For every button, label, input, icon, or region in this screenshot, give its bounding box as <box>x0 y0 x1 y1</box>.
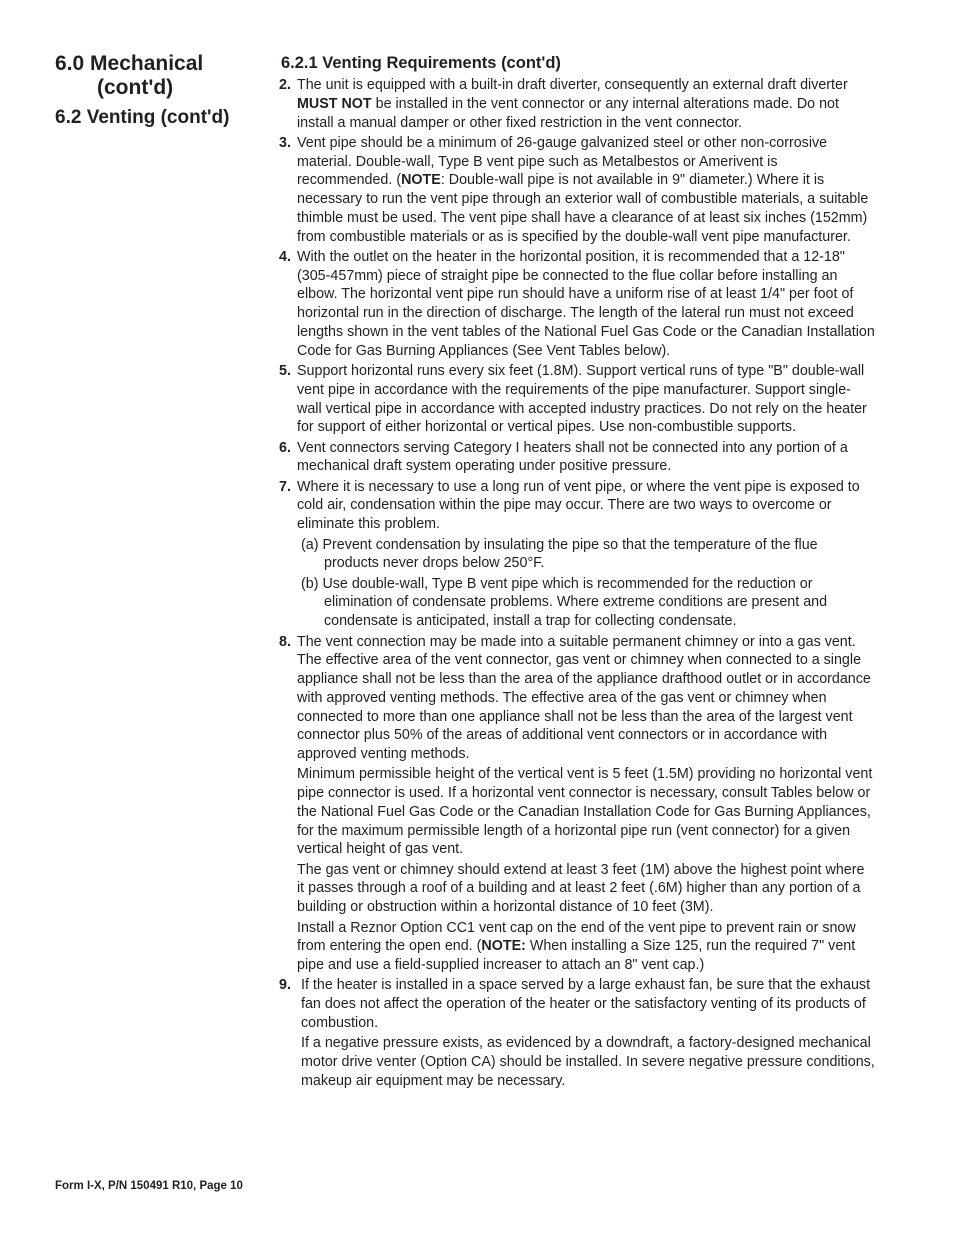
item-number: 6. <box>279 439 291 456</box>
sub-item-a: (a) Prevent condensation by insulating the pipe so that the temperature of the flue products never drops below 250°F. <box>301 536 818 572</box>
item-text: The vent connection may be made into a suitable permanent chimney or into a gas vent. The effective area of the vent connector, gas vent or chimney when connected to a single appliance shall not be less than the area of the appliance drafthood outlet or in accordance with approved venting methods. The effective area of the gas vent or chimney when connected to more than one appliance shall not be less than the area of the largest vent connector plus 50% of the areas of additional vent connectors or in accordance with approved venting methods. <box>297 633 871 762</box>
list-item-8 <box>279 633 875 975</box>
section-heading-block <box>55 52 265 129</box>
item-text: Where it is necessary to use a long run of vent pipe, or where the vent pipe is exposed to cold air, condensation within the pipe may occur. There are two ways to overcome or eliminate this problem. <box>297 478 860 533</box>
item-text: When installing a Size 125, run the required 7" vent pipe and use a field-supplied increaser to attach an 8" vent cap.) <box>297 938 856 974</box>
content-column <box>279 53 875 1092</box>
venting-requirements-heading: 6.2.1 Venting Requirements (cont'd) <box>281 54 561 72</box>
item-number: 5. <box>279 363 291 380</box>
item-paragraph: If a negative pressure exists, as evidenced by a downdraft, a factory-designed mechanical motor drive venter (Option CA) should be installed. In severe negative pressure conditions, makeup air equipment may be necessary. <box>301 1035 875 1089</box>
item-number: 4. <box>279 248 291 265</box>
item-text: The unit is equipped with a built-in draft diverter, consequently an external draft diverter <box>297 77 848 93</box>
item-paragraph: Minimum permissible height of the vertical vent is 5 feet (1.5M) providing no horizontal vent pipe connector is used. If a horizontal vent connector is necessary, consult Tables below or the National Fuel Gas Code or the Canadian Installation Code for Gas Burning Appliances, for the maximum permissible length of a horizontal pipe run (vent connector) for a given vertical height of gas vent. <box>297 766 873 858</box>
section-title-line2: (cont'd) <box>97 76 174 99</box>
item-text: be installed in the vent connector or any internal alterations made. Do not install a manual damper or other fixed restriction in the vent connector. <box>297 95 839 131</box>
page-footer: Form I-X, P/N 150491 R10, Page 10 <box>55 1180 243 1192</box>
item-text: Vent pipe should be a minimum of 26-gauge galvanized steel or other non-corrosive material. Double-wall, Type B vent pipe such as Metalbestos or Amerivent is recommended. ( <box>297 134 828 189</box>
item-text: With the outlet on the heater in the horizontal position, it is recommended that a 12-18" (305-457mm) piece of straight pipe be connected to the flue collar before installing an elbow. The horizontal vent pipe run should have a uniform rise of at least 1/4" per foot of horizontal run in the direction of discharge. The length of the lateral run must not exceed lengths shown in the vent tables of the National Fuel Gas Code or the Canadian Installation Code for Gas Burning Appliances (See Vent Tables below). <box>297 248 875 359</box>
item-text: Install a Reznor Option CC1 vent cap on the end of the vent pipe to prevent rain or snow from entering the open end. ( <box>297 919 856 955</box>
item-number: 9. <box>279 977 291 994</box>
list-item-7 <box>279 478 875 631</box>
item-number: 2. <box>279 77 291 93</box>
section-title <box>55 52 265 100</box>
item-text: : Double-wall pipe is not available in 9" diameter.) Where it is necessary to run the vent pipe through an exterior wall of combustible materials, a suitable thimble must be used. The vent pipe shall have a clearance of at least six inches (152mm) from combustible materials or as is specified by the double-wall vent pipe manufacturer. <box>297 172 869 245</box>
item-text: If the heater is installed in a space served by a large exhaust fan, be sure that the exhaust fan does not affect the operation of the heater or the satisfactory venting of its products of combustion. <box>301 977 871 1031</box>
requirements-list <box>279 76 875 1090</box>
item-number: 3. <box>279 134 291 151</box>
item-paragraph: The gas vent or chimney should extend at least 3 feet (1M) above the highest point where it passes through a roof of a building and at least 2 feet (.6M) higher than any portion of a building or obstruction within a horizontal distance of 10 feet (3M). <box>297 861 865 916</box>
list-item-2 <box>279 76 875 132</box>
item-emphasis: MUST NOT <box>297 95 372 112</box>
subsection-title: 6.2 Venting (cont'd) <box>55 107 230 128</box>
item-number: 8. <box>279 633 291 650</box>
sub-item-b: (b) Use double-wall, Type B vent pipe which is recommended for the reduction or elimination of condensate problems. Where extreme conditions are present and condensate is anticipated, install a trap for collecting condensate. <box>301 575 828 630</box>
section-title-line1: 6.0 Mechanical <box>55 52 204 75</box>
item-text: Vent connectors serving Category I heaters shall not be connected into any portion of a mechanical draft system operating under positive pressure. <box>297 439 848 475</box>
list-item-6 <box>279 439 875 477</box>
item-emphasis: NOTE: <box>481 938 526 955</box>
list-item-4 <box>279 248 875 361</box>
item-text: Support horizontal runs every six feet (1.8M). Support vertical runs of type "B" double-wall vent pipe in accordance with the requirements of the pipe manufacturer. Support single-wall vertical pipe in accordance with accepted industry practices. Do not rely on the heater for support of either horizontal or vertical pipes. Use non-combustible supports. <box>297 363 867 436</box>
list-item-3 <box>279 134 875 247</box>
item-number: 7. <box>279 478 291 495</box>
item-emphasis: NOTE <box>401 172 441 189</box>
item-paragraph <box>297 919 875 975</box>
list-item-5 <box>279 362 875 437</box>
list-item-9 <box>279 976 875 1090</box>
